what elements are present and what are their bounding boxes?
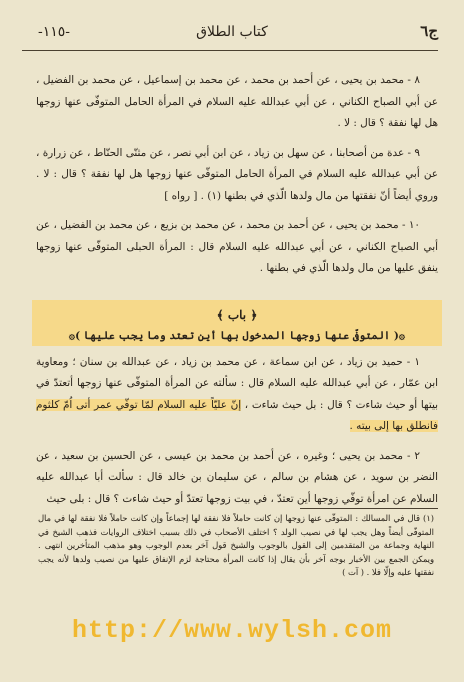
watermark-url: http://www.wylsh.com <box>71 616 393 645</box>
hadith-1-text: ١ - حميد بن زياد ، عن ابن سماعة ، عن محمد بن زياد ، عن عبدالله بن سنان ؛ ومعاوية ابن عمّار ، عن أبي عبدالله عليه السلام قال : سألته عن المرأة المتوفّى عنها زوجها أتعتدّ في بيتها أو حيث شاءت ؟ قال : بل حيث شاءت ، <box>36 355 438 411</box>
page-header <box>26 20 438 50</box>
hadith-2: ٢ - محمد بن يحيى ؛ وغيره ، عن أحمد بن محمد بن عيسى ، عن الحسين بن سعيد ، عن النضر بن سويد ، عن هشام بن سالم ، عن سليمان بن خالد قال : سألت أبا عبدالله عليه السلام عن امرأة توفّي زوجها أين تعتدّ ، في بيت زوجها تعتدّ أو حيث شاءت ؟ قال : بلى حيث <box>36 449 438 505</box>
main-text <box>36 70 438 518</box>
chapter-heading: ﴿ باب ﴾ <box>216 307 258 322</box>
footnote-rule <box>300 508 438 509</box>
header-rule <box>22 50 438 51</box>
page-number: -١١٥- <box>38 24 71 40</box>
book-title: كتاب الطلاق <box>196 24 268 40</box>
hadith-8: ٨ - محمد بن يحيى ، عن أحمد بن محمد ، عن محمد بن إسماعيل ، عن محمد بن الفضيل ، عن أبي الصباح الكناني ، عن أبي عبدالله عليه السلام في المرأة الحامل المتوفّى عنها زوجها هل لها نفقة ؟ قال : لا . <box>36 74 438 129</box>
volume-label: ج٦ <box>420 22 438 40</box>
footnote: (١) قال في المسالك : المتوفّى عنها زوجها إن كانت حاملاً فلا نفقة لها إجماعاً وإن كانت حاملاً فلا نفقة لها في مال المتوفّى أيضاً وهل يجب لها في نصيب الولد ؟ اختلف الأصحاب في ذلك بسبب اختلاف الروايات فذهب الشيخ في النهاية وجماعة من المتقدمين إلى القول بالوجوب والشيخ قول آخر بعدم الوجوب وهو مذهب المتأخرين انتهى . ويمكن الجمع بين الأخبار بوجه آخر بأن يقال إذا كانت المرأة محتاجة لزم الإنفاق عليها من نصيب ولدها لأنه يجب نفقتها عليه وإلّا فلا . ( آت ) <box>38 513 434 578</box>
chapter-heading-box <box>32 300 442 346</box>
hadith-1 <box>36 352 438 438</box>
hadith-9: ٩ - عدة من أصحابنا ، عن سهل بن زياد ، عن ابن أبي نصر ، عن مثنّى الحنّاط ، عن زرارة ، عن أبي عبدالله عليه السلام في المرأة الحامل المتوفّى عنها زوجها هل لها نفقة ؟ قال : لا . وروي أيضاً أنّ نفقتها من مال ولدها الّذي في بطنها (١) . [ رواه ] <box>36 146 438 202</box>
highlighted-passage: إنّ عليّاً عليه السلام لمّا توفّي عمر أتى اُمّ كلثوم فانطلق بها إلى بيته . <box>36 398 438 432</box>
chapter-subtitle: ۞( المتوفّى عنها زوجها المدخول بها أين تعتد وما يجب عليها )۞ <box>68 329 406 342</box>
hadith-10: ١٠ - محمد بن يحيى ، عن أحمد بن محمد ، عن محمد بن بزيع ، عن محمد بن الفضيل ، عن أبي الصباح الكناني ، عن أبي عبدالله عليه السلام قال : المرأة الحبلى المتوفّى عنها زوجها ينفق عليها من مال ولدها الّذي في بطنها . <box>36 219 438 274</box>
